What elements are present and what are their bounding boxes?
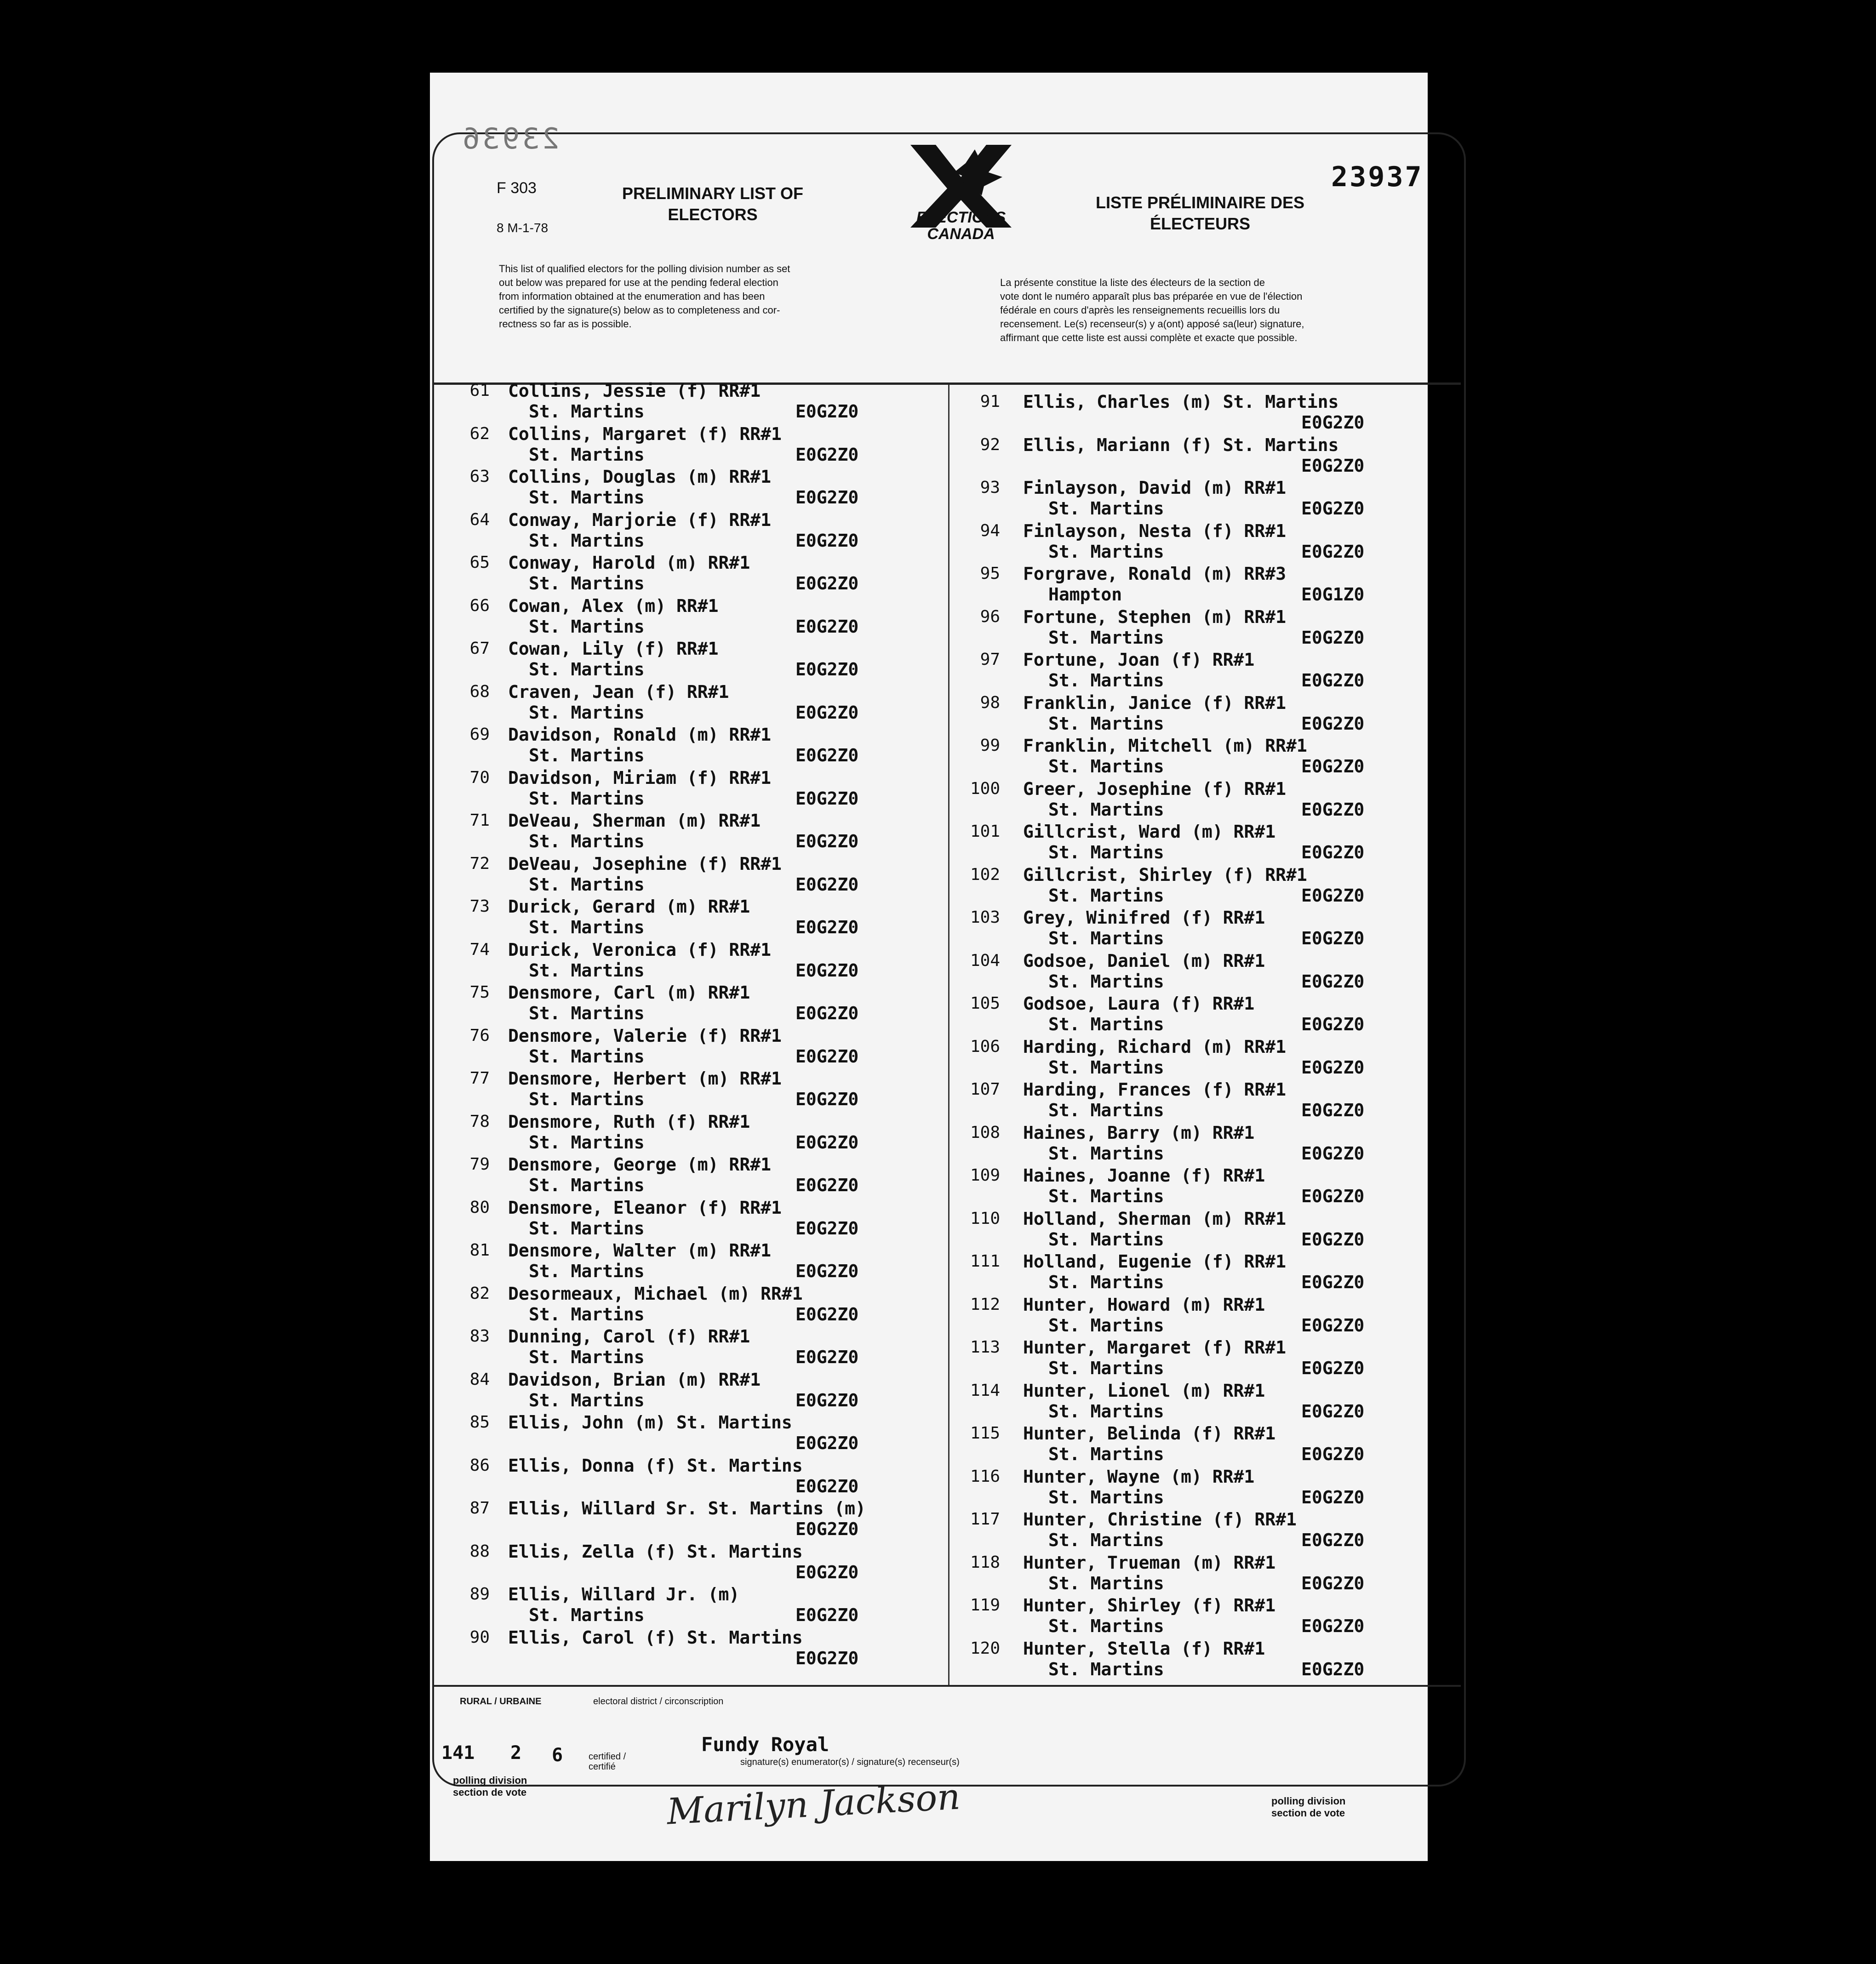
elector-name: Desormeaux, Michael (m) RR#1 <box>508 1283 803 1304</box>
elector-address: St. Martins <box>1048 713 1164 734</box>
elector-name: Holland, Eugenie (f) RR#1 <box>1023 1251 1286 1272</box>
elector-number: 70 <box>469 768 490 787</box>
elector-number: 96 <box>980 607 1000 626</box>
elector-name: Ellis, John (m) St. Martins <box>508 1412 792 1433</box>
elector-postal-code: E0G2Z0 <box>795 530 859 551</box>
enumerator-signature: Marilyn Jackson <box>666 1776 961 1833</box>
stamp-number-left: 23936 <box>460 122 560 155</box>
elector-name: Harding, Richard (m) RR#1 <box>1023 1036 1286 1057</box>
elector-postal-code: E0G2Z0 <box>1301 713 1365 734</box>
elector-address: St. Martins <box>1048 885 1164 906</box>
elector-number: 72 <box>469 854 490 873</box>
intro-french: La présente constitue la liste des électeurs de la section de vote dont le numéro apparaît plus bas préparée en vue de l'élection fédérale en cours d'après les renseignements recueillis lors du recensement. Le(s) recenseur(s) y a(ont) apposé sa(leur) signature, affirmant que cette liste est aussi complète et exacte que possible. <box>1000 277 1304 343</box>
elector-name: Gillcrist, Ward (m) RR#1 <box>1023 822 1276 842</box>
elector-address: St. Martins <box>1048 1186 1164 1206</box>
elector-postal-code: E0G2Z0 <box>795 1347 859 1367</box>
elector-number: 90 <box>469 1627 490 1647</box>
elector-address: St. Martins <box>529 960 645 981</box>
elector-postal-code: E0G2Z0 <box>1301 541 1365 562</box>
elector-address: St. Martins <box>529 487 645 508</box>
logo-wordmark: ELECTIONS CANADA <box>916 209 1006 243</box>
elector-postal-code: E0G2Z0 <box>795 917 859 937</box>
elector-name: Densmore, George (m) RR#1 <box>508 1154 771 1175</box>
elector-number: 79 <box>469 1155 490 1174</box>
elector-number: 62 <box>469 424 490 443</box>
elector-number: 73 <box>469 897 490 916</box>
elector-number: 92 <box>980 435 1000 454</box>
elector-name: Cowan, Alex (m) RR#1 <box>508 595 719 616</box>
elector-number: 69 <box>469 725 490 744</box>
elector-postal-code: E0G2Z0 <box>795 1175 859 1195</box>
elector-number: 78 <box>469 1112 490 1131</box>
elector-postal-code: E0G2Z0 <box>1301 885 1365 906</box>
elector-number: 87 <box>469 1499 490 1518</box>
elector-postal-code: E0G2Z0 <box>1301 1487 1365 1507</box>
elector-number: 67 <box>469 639 490 658</box>
elector-address: St. Martins <box>1048 1530 1164 1550</box>
elector-name: Hunter, Wayne (m) RR#1 <box>1023 1466 1255 1487</box>
elector-name: Densmore, Herbert (m) RR#1 <box>508 1068 782 1089</box>
elector-address: St. Martins <box>1048 498 1164 519</box>
label-rural-urban: RURAL / URBAINE <box>460 1696 542 1707</box>
elector-address: St. Martins <box>1048 928 1164 948</box>
elector-name: Franklin, Mitchell (m) RR#1 <box>1023 736 1307 756</box>
elector-postal-code: E0G2Z0 <box>1301 412 1365 433</box>
elector-address: St. Martins <box>529 573 645 594</box>
elector-postal-code: E0G2Z0 <box>795 1648 859 1668</box>
elector-postal-code: E0G2Z0 <box>795 1562 859 1582</box>
elector-postal-code: E0G2Z0 <box>1301 627 1365 648</box>
elector-number: 68 <box>469 682 490 701</box>
elector-name: Densmore, Walter (m) RR#1 <box>508 1240 771 1261</box>
elector-postal-code: E0G2Z0 <box>795 659 859 679</box>
elector-postal-code: E0G2Z0 <box>795 487 859 508</box>
elector-name: Collins, Margaret (f) RR#1 <box>508 423 782 444</box>
elector-name: Davidson, Miriam (f) RR#1 <box>508 767 771 788</box>
elector-postal-code: E0G2Z0 <box>1301 971 1365 992</box>
elector-address: St. Martins <box>1048 971 1164 992</box>
elector-postal-code: E0G2Z0 <box>795 1261 859 1281</box>
elector-name: Ellis, Zella (f) St. Martins <box>508 1541 803 1562</box>
elector-postal-code: E0G2Z0 <box>795 444 859 465</box>
elector-name: Cowan, Lily (f) RR#1 <box>508 639 719 659</box>
elector-number: 77 <box>469 1069 490 1088</box>
elector-name: Densmore, Valerie (f) RR#1 <box>508 1025 782 1046</box>
elector-number: 105 <box>970 994 1000 1013</box>
elector-name: Holland, Sherman (m) RR#1 <box>1023 1208 1286 1229</box>
elector-postal-code: E0G2Z0 <box>1301 1057 1365 1078</box>
elector-number: 102 <box>970 865 1000 884</box>
elector-name: Ellis, Carol (f) St. Martins <box>508 1627 803 1648</box>
elector-postal-code: E0G2Z0 <box>1301 928 1365 948</box>
elector-number: 83 <box>469 1327 490 1346</box>
elector-postal-code: E0G2Z0 <box>1301 670 1365 691</box>
elector-address: St. Martins <box>529 788 645 809</box>
elector-address: St. Martins <box>1048 1616 1164 1636</box>
elector-number: 93 <box>980 478 1000 497</box>
elector-name: Franklin, Janice (f) RR#1 <box>1023 692 1286 713</box>
elector-postal-code: E0G2Z0 <box>795 401 859 422</box>
elector-address: St. Martins <box>529 1132 645 1153</box>
title-french: LISTE PRÉLIMINAIRE DES ÉLECTEURS <box>1095 193 1305 233</box>
elector-postal-code: E0G2Z0 <box>795 1132 859 1153</box>
elector-address: St. Martins <box>1048 756 1164 776</box>
elector-name: Fortune, Stephen (m) RR#1 <box>1023 606 1286 627</box>
elector-name: Hunter, Stella (f) RR#1 <box>1023 1638 1265 1659</box>
elector-postal-code: E0G2Z0 <box>795 788 859 809</box>
elector-address: Hampton <box>1048 584 1122 605</box>
elector-postal-code: E0G2Z0 <box>795 1003 859 1023</box>
elector-name: Finlayson, David (m) RR#1 <box>1023 478 1286 498</box>
elector-address: St. Martins <box>529 659 645 679</box>
elector-number: 82 <box>469 1284 490 1303</box>
elector-name: Gillcrist, Shirley (f) RR#1 <box>1023 864 1307 885</box>
elector-postal-code: E0G2Z0 <box>795 573 859 594</box>
elector-address: St. Martins <box>1048 1659 1164 1679</box>
elector-name: Densmore, Eleanor (f) RR#1 <box>508 1197 782 1218</box>
elector-name: Hunter, Shirley (f) RR#1 <box>1023 1595 1276 1616</box>
elector-number: 101 <box>970 822 1000 841</box>
elector-address: St. Martins <box>529 874 645 895</box>
title-english: PRELIMINARY LIST OF ELECTORS <box>622 184 803 224</box>
elector-postal-code: E0G2Z0 <box>1301 1358 1365 1378</box>
elector-number: 108 <box>970 1123 1000 1142</box>
stamp-number-right: 23937 <box>1331 161 1424 193</box>
elector-address: St. Martins <box>1048 842 1164 862</box>
elector-name: Hunter, Trueman (m) RR#1 <box>1023 1552 1276 1573</box>
table-bottom-rule <box>433 1685 1461 1687</box>
elector-name: Craven, Jean (f) RR#1 <box>508 681 729 702</box>
elector-number: 75 <box>469 983 490 1002</box>
elector-postal-code: E0G2Z0 <box>1301 1530 1365 1550</box>
elector-postal-code: E0G2Z0 <box>1301 1143 1365 1164</box>
elector-address: St. Martins <box>529 1261 645 1281</box>
elector-name: Dunning, Carol (f) RR#1 <box>508 1326 750 1347</box>
elector-address: St. Martins <box>1048 627 1164 648</box>
elector-name: Finlayson, Nesta (f) RR#1 <box>1023 520 1286 541</box>
elector-number: 100 <box>970 779 1000 798</box>
elector-postal-code: E0G2Z0 <box>1301 1444 1365 1464</box>
elector-address: St. Martins <box>1048 1315 1164 1336</box>
elector-number: 80 <box>469 1198 490 1217</box>
elector-name: Densmore, Carl (m) RR#1 <box>508 982 750 1003</box>
elector-postal-code: E0G2Z0 <box>1301 1014 1365 1034</box>
elector-number: 119 <box>970 1596 1000 1615</box>
elector-name: Hunter, Howard (m) RR#1 <box>1023 1294 1265 1315</box>
elector-address: St. Martins <box>529 1046 645 1067</box>
elector-address: St. Martins <box>1048 670 1164 691</box>
polling-division-number-3: 6 <box>552 1745 563 1766</box>
elector-address: St. Martins <box>1048 1272 1164 1292</box>
elector-name: Conway, Harold (m) RR#1 <box>508 553 750 573</box>
elector-postal-code: E0G2Z0 <box>795 874 859 895</box>
elector-name: Ellis, Willard Sr. St. Martins (m) <box>508 1498 866 1519</box>
elector-postal-code: E0G2Z0 <box>1301 1100 1365 1120</box>
elector-postal-code: E0G2Z0 <box>795 616 859 637</box>
elector-postal-code: E0G2Z0 <box>795 1089 859 1109</box>
elector-name: Hunter, Lionel (m) RR#1 <box>1023 1380 1265 1401</box>
label-polling-division-left: polling division section de vote <box>453 1775 527 1798</box>
elector-name: Grey, Winifred (f) RR#1 <box>1023 908 1265 928</box>
elector-postal-code: E0G2Z0 <box>1301 1659 1365 1679</box>
elector-number: 66 <box>469 596 490 615</box>
elector-postal-code: E0G2Z0 <box>795 1433 859 1453</box>
label-certified: certified / certifié <box>589 1752 626 1772</box>
elector-address: St. Martins <box>1048 1143 1164 1164</box>
elector-postal-code: E0G2Z0 <box>1301 1272 1365 1292</box>
elector-number: 112 <box>970 1295 1000 1314</box>
elector-number: 106 <box>970 1037 1000 1056</box>
elector-address: St. Martins <box>529 745 645 765</box>
elector-number: 91 <box>980 392 1000 411</box>
elector-name: Hunter, Belinda (f) RR#1 <box>1023 1423 1276 1444</box>
elector-postal-code: E0G2Z0 <box>1301 1229 1365 1250</box>
elector-name: Davidson, Brian (m) RR#1 <box>508 1369 761 1390</box>
elector-postal-code: E0G2Z0 <box>1301 1401 1365 1422</box>
elector-postal-code: E0G2Z0 <box>795 1046 859 1067</box>
elector-address: St. Martins <box>1048 1573 1164 1593</box>
electoral-district-name: Fundy Royal <box>701 1733 829 1756</box>
elector-number: 116 <box>970 1467 1000 1486</box>
elector-address: St. Martins <box>529 1605 645 1625</box>
elector-address: St. Martins <box>1048 1014 1164 1034</box>
elector-address: St. Martins <box>529 1347 645 1367</box>
elector-number: 110 <box>970 1209 1000 1228</box>
elector-number: 84 <box>469 1370 490 1389</box>
elector-number: 111 <box>970 1252 1000 1271</box>
elector-address: St. Martins <box>1048 1229 1164 1250</box>
elector-postal-code: E0G2Z0 <box>795 1476 859 1496</box>
elector-postal-code: E0G2Z0 <box>795 1605 859 1625</box>
elector-number: 118 <box>970 1553 1000 1572</box>
elector-address: St. Martins <box>529 1089 645 1109</box>
elector-number: 114 <box>970 1381 1000 1400</box>
elector-name: Hunter, Margaret (f) RR#1 <box>1023 1337 1286 1358</box>
elector-address: St. Martins <box>1048 1100 1164 1120</box>
elector-name: Densmore, Ruth (f) RR#1 <box>508 1111 750 1132</box>
elector-name: Durick, Veronica (f) RR#1 <box>508 939 771 960</box>
elector-name: Hunter, Christine (f) RR#1 <box>1023 1509 1297 1530</box>
elector-name: Fortune, Joan (f) RR#1 <box>1023 650 1255 670</box>
elector-address: St. Martins <box>529 1218 645 1239</box>
elector-postal-code: E0G2Z0 <box>795 1304 859 1325</box>
elector-name: Haines, Joanne (f) RR#1 <box>1023 1165 1265 1186</box>
elector-number: 117 <box>970 1510 1000 1529</box>
elector-name: Harding, Frances (f) RR#1 <box>1023 1079 1286 1100</box>
elector-name: Conway, Marjorie (f) RR#1 <box>508 509 771 530</box>
elector-address: St. Martins <box>529 1003 645 1023</box>
elector-postal-code: E0G2Z0 <box>1301 1573 1365 1593</box>
label-signature: signature(s) enumerator(s) / signature(s) recenseur(s) <box>740 1757 960 1767</box>
polling-division-number-1: 141 <box>441 1742 475 1764</box>
elector-address: St. Martins <box>1048 799 1164 820</box>
intro-english: This list of qualified electors for the polling division number as set out below was prepared for use at the pending federal election from information obtained at the enumeration and has been certified by the signature(s) below as to completeness and cor- rectness so far as is possible. <box>499 263 790 330</box>
elector-name: Greer, Josephine (f) RR#1 <box>1023 778 1286 799</box>
elector-postal-code: E0G1Z0 <box>1301 584 1365 605</box>
elector-number: 120 <box>970 1639 1000 1658</box>
form-date: 8 M-1-78 <box>497 221 549 235</box>
elector-name: Forgrave, Ronald (m) RR#3 <box>1023 564 1286 584</box>
elector-name: DeVeau, Sherman (m) RR#1 <box>508 811 761 831</box>
elector-address: St. Martins <box>529 401 645 422</box>
column-divider <box>948 385 949 1686</box>
elector-name: Haines, Barry (m) RR#1 <box>1023 1122 1255 1143</box>
polling-division-number-2: 2 <box>510 1742 522 1764</box>
elector-postal-code: E0G2Z0 <box>795 1519 859 1539</box>
elector-postal-code: E0G2Z0 <box>1301 498 1365 519</box>
elector-address: St. Martins <box>529 1304 645 1325</box>
elector-address: St. Martins <box>1048 1487 1164 1507</box>
form-code: F 303 <box>497 179 537 197</box>
elector-postal-code: E0G2Z0 <box>795 1218 859 1239</box>
elector-address: St. Martins <box>529 831 645 851</box>
elector-postal-code: E0G2Z0 <box>1301 1616 1365 1636</box>
elector-number: 98 <box>980 693 1000 712</box>
elector-address: St. Martins <box>529 616 645 637</box>
elector-number: 94 <box>980 521 1000 540</box>
elector-name: Collins, Douglas (m) RR#1 <box>508 467 771 487</box>
elector-postal-code: E0G2Z0 <box>795 1390 859 1410</box>
elector-postal-code: E0G2Z0 <box>1301 799 1365 820</box>
elector-number: 113 <box>970 1338 1000 1357</box>
elector-address: St. Martins <box>1048 541 1164 562</box>
elector-name: Ellis, Willard Jr. (m) <box>508 1584 740 1604</box>
elector-number: 88 <box>469 1542 490 1561</box>
elector-number: 115 <box>970 1424 1000 1443</box>
elector-number: 64 <box>469 510 490 529</box>
elector-number: 109 <box>970 1166 1000 1185</box>
elector-address: St. Martins <box>529 702 645 723</box>
elector-postal-code: E0G2Z0 <box>1301 1315 1365 1336</box>
elector-number: 81 <box>469 1241 490 1260</box>
elector-name: Collins, Jessie (f) RR#1 <box>508 381 761 401</box>
elector-address: St. Martins <box>1048 1401 1164 1422</box>
elector-number: 71 <box>469 811 490 830</box>
elector-number: 74 <box>469 940 490 959</box>
elector-address: St. Martins <box>1048 1444 1164 1464</box>
elector-name: Ellis, Mariann (f) St. Martins <box>1023 434 1339 455</box>
elector-address: St. Martins <box>1048 1057 1164 1078</box>
elector-name: Godsoe, Daniel (m) RR#1 <box>1023 950 1265 971</box>
elector-number: 89 <box>469 1585 490 1604</box>
elector-number: 76 <box>469 1026 490 1045</box>
elector-number: 61 <box>469 381 490 400</box>
elector-postal-code: E0G2Z0 <box>1301 455 1365 476</box>
elector-number: 65 <box>469 553 490 572</box>
elector-name: Godsoe, Laura (f) RR#1 <box>1023 993 1255 1014</box>
elector-postal-code: E0G2Z0 <box>1301 842 1365 862</box>
elector-number: 97 <box>980 650 1000 669</box>
elector-postal-code: E0G2Z0 <box>1301 756 1365 776</box>
elector-name: Ellis, Charles (m) St. Martins <box>1023 392 1339 412</box>
elector-number: 99 <box>980 736 1000 755</box>
label-electoral-district: electoral district / circonscription <box>593 1696 724 1707</box>
elector-address: St. Martins <box>529 917 645 937</box>
elector-postal-code: E0G2Z0 <box>795 702 859 723</box>
elector-number: 107 <box>970 1080 1000 1099</box>
elector-number: 85 <box>469 1413 490 1432</box>
elector-number: 104 <box>970 951 1000 970</box>
elector-postal-code: E0G2Z0 <box>1301 1186 1365 1206</box>
elector-address: St. Martins <box>529 444 645 465</box>
elector-address: St. Martins <box>1048 1358 1164 1378</box>
elector-number: 63 <box>469 467 490 486</box>
elector-number: 86 <box>469 1456 490 1475</box>
elector-name: Ellis, Donna (f) St. Martins <box>508 1455 803 1476</box>
elector-postal-code: E0G2Z0 <box>795 831 859 851</box>
label-polling-division-right: polling division section de vote <box>1271 1795 1346 1819</box>
elector-address: St. Martins <box>529 1390 645 1410</box>
elector-name: Durick, Gerard (m) RR#1 <box>508 896 750 917</box>
elector-address: St. Martins <box>529 530 645 551</box>
elector-name: DeVeau, Josephine (f) RR#1 <box>508 853 782 874</box>
elector-number: 95 <box>980 564 1000 583</box>
elector-postal-code: E0G2Z0 <box>795 960 859 981</box>
elector-address: St. Martins <box>529 1175 645 1195</box>
elector-postal-code: E0G2Z0 <box>795 745 859 765</box>
elector-number: 103 <box>970 908 1000 927</box>
elector-name: Davidson, Ronald (m) RR#1 <box>508 725 771 745</box>
